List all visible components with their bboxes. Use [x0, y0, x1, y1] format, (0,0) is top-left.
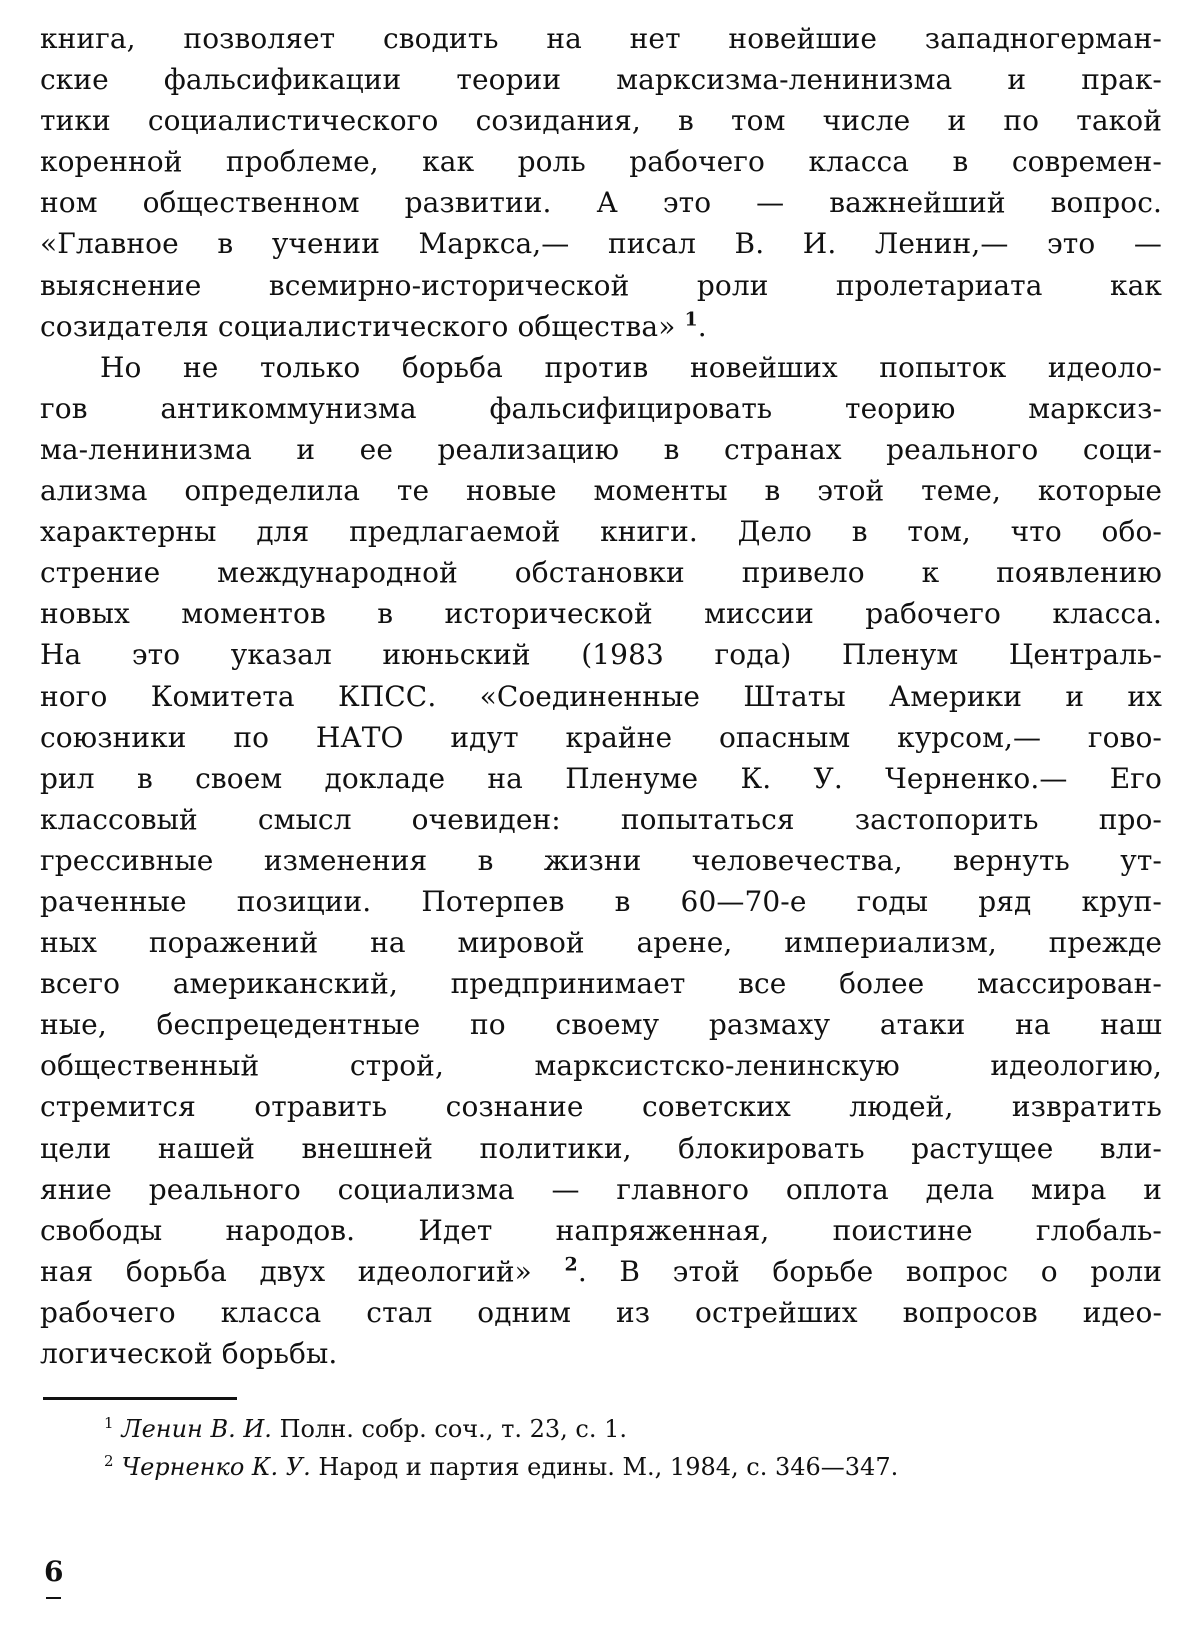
- text-line: ном общественном развитии. А это — важнейший вопрос.: [40, 186, 1162, 220]
- text-line: классовый смысл очевиден: попытаться застопорить про-: [40, 802, 1162, 836]
- text-line: ного Комитета КПСС. «Соединенные Штаты Америки и их: [40, 679, 1162, 713]
- text-line: стремится отравить сознание советских людей, извратить: [40, 1090, 1162, 1124]
- text-line: союзники по НАТО идут крайне опасным курсом,— гово-: [40, 720, 1162, 754]
- footnotes: [104, 1410, 1164, 1486]
- text-line: коренной проблеме, как роль рабочего класса в современ-: [40, 145, 1162, 179]
- text-line: книга, позволяет сводить на нет новейшие западногерман-: [40, 22, 1162, 55]
- text-line: всего американский, предпринимает все более массирован-: [40, 967, 1162, 1001]
- footnote-number: 2: [104, 1452, 114, 1470]
- text-line: [40, 306, 1162, 347]
- text-line: выяснение всемирно-исторической роли пролетариата как: [40, 268, 1162, 302]
- text-line: На это указал июньский (1983 года) Пленум Централь-: [40, 638, 1162, 672]
- footnote-separator: [43, 1397, 237, 1400]
- text-line: цели нашей внешней политики, блокировать растущее вли-: [40, 1131, 1162, 1165]
- text-line: тики социалистического созидания, в том числе и по такой: [40, 104, 1162, 138]
- text-line: [40, 1251, 1162, 1292]
- paragraph-1: [40, 18, 1162, 347]
- sentence-end: .: [697, 309, 707, 343]
- footnote-number: 1: [104, 1414, 114, 1432]
- text-line: ных поражений на мировой арене, империализм, прежде: [40, 926, 1162, 960]
- text-line: «Главное в учении Маркса,— писал В. И. Ленин,— это —: [40, 227, 1162, 261]
- footnote-text: Полн. собр. соч., т. 23, с. 1.: [279, 1415, 627, 1443]
- footnote-ref-1[interactable]: 1: [684, 308, 698, 331]
- text-line: характерны для предлагаемой книги. Дело в том, что обо-: [40, 515, 1162, 549]
- text-line: стрение международной обстановки привело к появлению: [40, 556, 1162, 590]
- text-line: гов антикоммунизма фальсифицировать теорию марксиз-: [40, 391, 1162, 425]
- text-line: ма-ленинизма и ее реализацию в странах реального соци-: [40, 432, 1162, 466]
- paragraph-2: [40, 347, 1162, 1374]
- page-number: 6: [44, 1555, 64, 1588]
- text-line: ализма определила те новые моменты в этой теме, которые: [40, 474, 1162, 508]
- text-line: грессивные изменения в жизни человечества, вернуть ут-: [40, 843, 1162, 877]
- footnote-2: [104, 1448, 1164, 1486]
- page-number-underline: [46, 1597, 61, 1599]
- footnote-1: [104, 1410, 1164, 1448]
- text-line: логической борьбы.: [40, 1337, 338, 1370]
- text-line: Но не только борьба против новейших попыток идеоло-: [100, 350, 1162, 384]
- text-line-content: созидателя социалистического общества»: [40, 309, 676, 343]
- text-line-content: ная борьба двух идеологий»: [40, 1254, 532, 1288]
- footnote-ref-2[interactable]: 2: [564, 1253, 578, 1276]
- text-line: новых моментов в исторической миссии рабочего класса.: [40, 597, 1162, 631]
- page-body: [40, 18, 1162, 1374]
- text-line: ные, беспрецедентные по своему размаху атаки на наш: [40, 1008, 1162, 1042]
- text-line: раченные позиции. Потерпев в 60—70-е годы ряд круп-: [40, 884, 1162, 918]
- footnote-text: Народ и партия едины. М., 1984, с. 346—347.: [318, 1453, 899, 1481]
- text-line-content: . В этой борьбе вопрос о роли: [577, 1254, 1162, 1288]
- text-line: яние реального социализма — главного оплота дела мира и: [40, 1172, 1162, 1206]
- footnote-author: Черненко К. У.: [121, 1453, 311, 1481]
- footnote-author: Ленин В. И.: [121, 1415, 272, 1443]
- text-line: свободы народов. Идет напряженная, поистине глобаль-: [40, 1213, 1162, 1247]
- text-line: рил в своем докладе на Пленуме К. У. Черненко.— Его: [40, 761, 1162, 795]
- text-line: ские фальсификации теории марксизма-ленинизма и прак-: [40, 63, 1162, 97]
- text-line: общественный строй, марксистско-ленинскую идеологию,: [40, 1049, 1162, 1083]
- text-line: рабочего класса стал одним из острейших вопросов идео-: [40, 1295, 1162, 1329]
